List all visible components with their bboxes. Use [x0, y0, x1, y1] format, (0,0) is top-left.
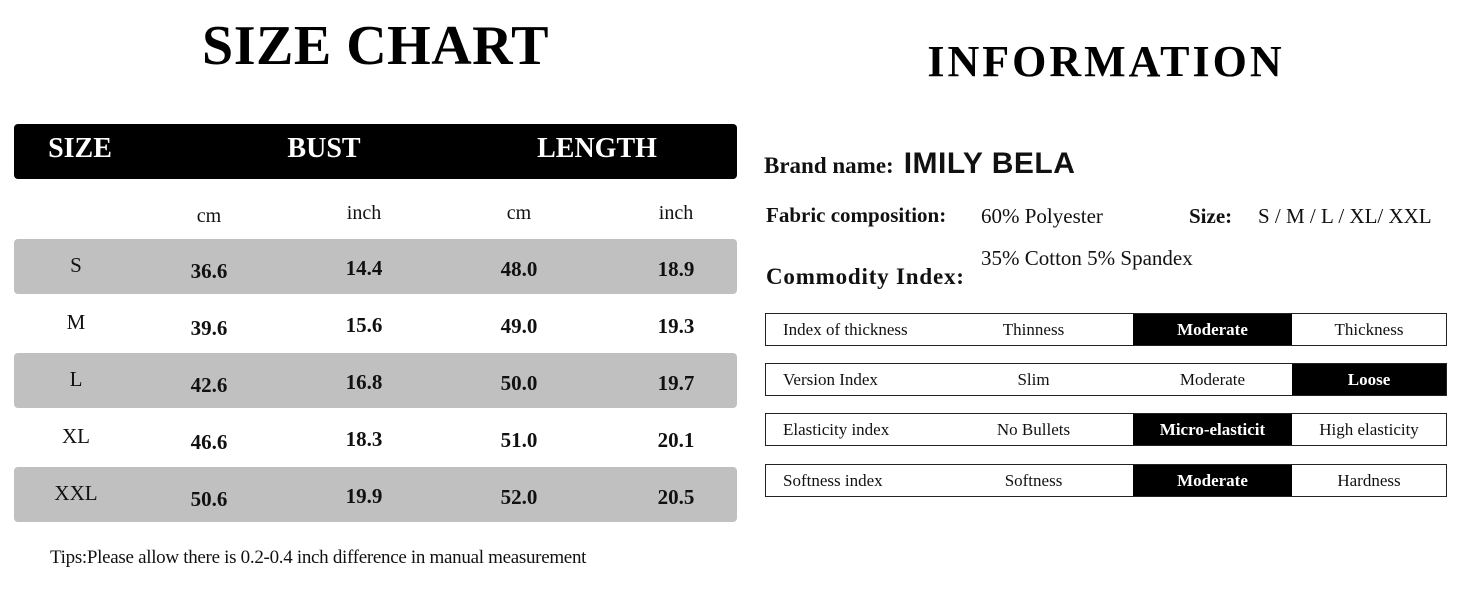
index-option: Thinness: [1002, 319, 1065, 339]
available-size-values: S / M / L / XL/ XXL: [1258, 204, 1432, 228]
cell-size: XXL: [54, 481, 98, 505]
cell-length-cm: 48.0: [500, 257, 538, 281]
index-option-selected: Micro-elasticit: [1133, 414, 1292, 445]
cell-length-inch: 19.3: [657, 314, 695, 338]
cell-length-inch: 19.7: [657, 371, 695, 395]
index-label: Softness index: [783, 470, 883, 490]
header-length: LENGTH: [537, 133, 657, 164]
cell-bust-inch: 15.6: [345, 313, 383, 337]
index-option: Hardness: [1337, 470, 1401, 490]
unit-row: [14, 196, 737, 234]
cell-length-inch: 20.1: [657, 428, 695, 452]
cell-size: L: [69, 367, 83, 391]
cell-bust-inch: 16.8: [345, 370, 383, 394]
elasticity-index-row: [765, 413, 1447, 446]
cell-bust-inch: 14.4: [345, 256, 383, 280]
cell-bust-inch: 19.9: [345, 484, 383, 508]
table-row: [14, 239, 737, 294]
brand-value: IMILY BELA: [903, 147, 1076, 180]
fabric-label: Fabric composition:: [766, 203, 947, 227]
unit-length-cm: cm: [506, 202, 532, 224]
cell-size: S: [70, 253, 82, 277]
cell-length-cm: 49.0: [500, 314, 538, 338]
index-option: High elasticity: [1319, 419, 1419, 439]
fabric-value-line1: 60% Polyester: [981, 204, 1103, 228]
commodity-index-label: Commodity Index:: [766, 264, 965, 289]
softness-index-row: [765, 464, 1447, 497]
fabric-value-line2: 35% Cotton 5% Spandex: [981, 246, 1193, 270]
index-label: Index of thickness: [783, 319, 908, 339]
index-option: No Bullets: [996, 419, 1071, 439]
brand-label: Brand name:: [764, 153, 894, 178]
cell-bust-cm: 39.6: [190, 316, 228, 340]
cell-length-inch: 18.9: [657, 257, 695, 281]
index-label: Elasticity index: [783, 419, 890, 439]
thickness-index-row: [765, 313, 1447, 346]
size-chart-title: SIZE CHART: [202, 15, 549, 77]
cell-length-inch: 20.5: [657, 485, 695, 509]
cell-bust-cm: 46.6: [190, 430, 228, 454]
cell-bust-cm: 42.6: [190, 373, 228, 397]
index-option-selected: Loose: [1292, 364, 1446, 395]
table-row: [14, 353, 737, 408]
header-size: SIZE: [48, 133, 112, 164]
information-title: INFORMATION: [927, 37, 1285, 86]
index-option-selected: Moderate: [1133, 465, 1292, 496]
index-option-selected: Moderate: [1133, 314, 1292, 345]
cell-length-cm: 51.0: [500, 428, 538, 452]
cell-size: M: [66, 310, 86, 334]
cell-length-cm: 50.0: [500, 371, 538, 395]
cell-bust-cm: 36.6: [190, 259, 228, 283]
cell-bust-cm: 50.6: [190, 487, 228, 511]
size-table-header: [14, 124, 737, 179]
table-row: [14, 410, 737, 465]
table-row: [14, 467, 737, 522]
table-row: [14, 296, 737, 351]
index-option: Moderate: [1179, 369, 1246, 389]
available-size-label: Size:: [1189, 204, 1233, 228]
header-bust: BUST: [287, 133, 361, 164]
cell-bust-inch: 18.3: [345, 427, 383, 451]
index-option: Thickness: [1334, 319, 1404, 339]
size-table-body: [14, 239, 737, 524]
measurement-tips: Tips:Please allow there is 0.2-0.4 inch difference in manual measurement: [50, 547, 587, 568]
unit-length-inch: inch: [658, 202, 694, 224]
version-index-row: [765, 363, 1447, 396]
index-option: Slim: [1017, 369, 1050, 389]
brand-row: [764, 147, 1075, 181]
cell-length-cm: 52.0: [500, 485, 538, 509]
unit-bust-inch: inch: [346, 202, 382, 224]
unit-bust-cm: cm: [196, 205, 222, 227]
index-option: Softness: [1004, 470, 1063, 490]
index-label: Version Index: [783, 369, 878, 389]
cell-size: XL: [62, 424, 90, 448]
